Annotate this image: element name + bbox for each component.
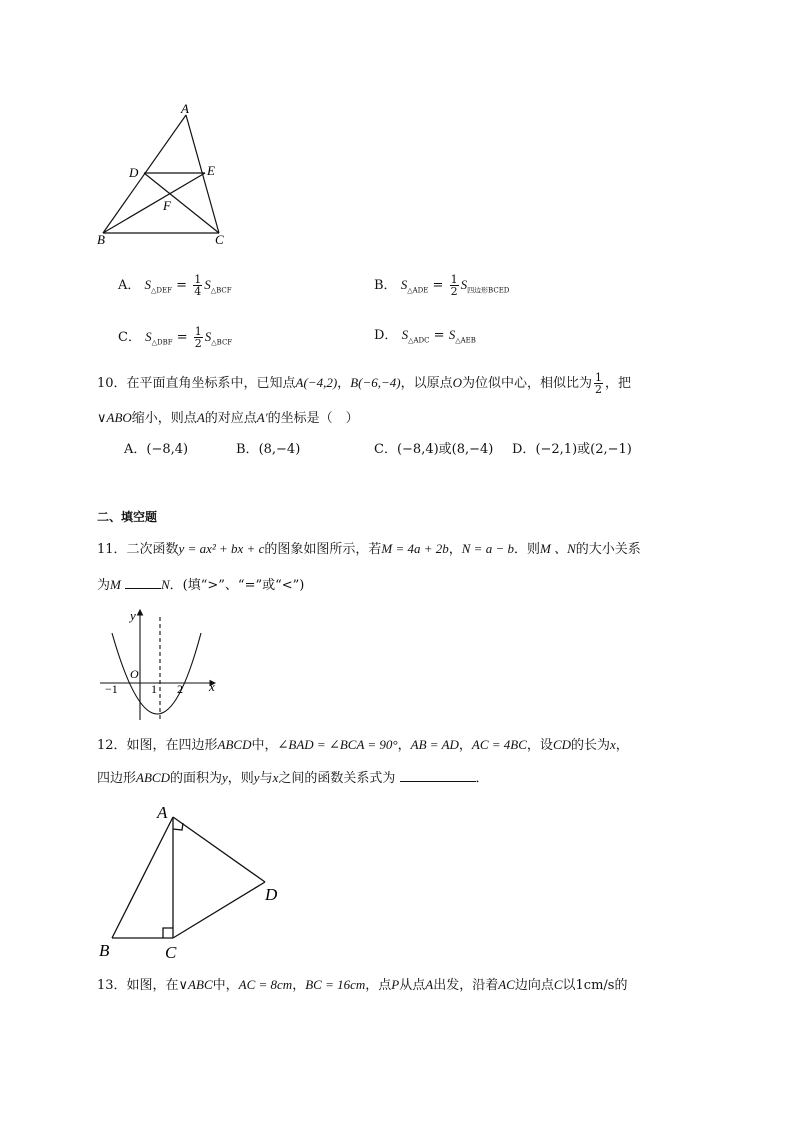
label-d: D	[129, 165, 139, 180]
tick-1: 1	[151, 682, 157, 696]
tick-2: 2	[177, 682, 183, 696]
label-c: C	[215, 232, 224, 247]
label-e: E	[207, 163, 215, 178]
q13-line-1: 13．如图，在∨ABC中，AC = 8cm，BC = 16cm，点P从点A出发，沿着AC边向点C以1cm/s的	[97, 977, 628, 993]
label-f: F	[163, 198, 171, 213]
q10-option-d[interactable]: D．(−2,1)或(2,−1)	[512, 442, 632, 457]
label-a: A	[157, 803, 168, 822]
answer-blank[interactable]	[400, 769, 476, 782]
label-a: A	[181, 101, 189, 116]
label-b: B	[97, 232, 105, 247]
triangle-figure-q9	[95, 100, 235, 250]
label-d: D	[265, 885, 278, 904]
parabola-graph-q11	[95, 605, 225, 725]
answer-blank[interactable]	[125, 576, 161, 589]
q12-line-1: 12．如图，在四边形ABCD中，∠BAD = ∠BCA = 90°，AB = AD，AC = 4BC，设CD的长为x，	[97, 737, 629, 753]
q9-option-a[interactable]: A． $S_{\triangle DEF}$ = $\frac{1}{4}$ $S_{\triangle BCF}$	[118, 273, 232, 298]
parabola-curve	[112, 633, 201, 714]
right-angle-mark-c	[163, 928, 173, 938]
right-angle-mark-a	[173, 823, 183, 830]
q10-option-a[interactable]: A．(−8,4)	[124, 442, 189, 457]
fraction: $\frac{1}{4}$	[194, 273, 202, 298]
q9-option-c[interactable]: C． $S_{\triangle DBF}$ = $\frac{1}{2}$ $S_{\triangle BCF}$	[118, 325, 233, 350]
label-o: O	[130, 667, 139, 681]
q11-line-2: 为M N．(填“>”、“=”或“<”)	[97, 577, 305, 593]
q10-line-1: 10．在平面直角坐标系中，已知点A(−4,2)，B(−6,−4)，以原点O为位似中心，相似比为 $\frac{1}{2}$ ，把	[97, 371, 632, 396]
tick-minus-1: −1	[105, 682, 118, 696]
ratio-fraction: $\frac{1}{2}$	[595, 371, 603, 396]
side-ab	[112, 817, 173, 938]
section-title: 二、填空题	[97, 510, 158, 524]
side-cd	[173, 882, 265, 938]
q10-line-2: ∨ABO缩小，则点A的对应点A′的坐标是（ ）	[97, 410, 359, 426]
label-y: y	[130, 608, 136, 623]
segment-dc	[144, 173, 219, 233]
q9-option-b[interactable]: B． $S_{\triangle ADE}$ = $\frac{1}{2}$ $S_{四边形BCED}$	[374, 273, 510, 298]
quadrilateral-figure-q12	[95, 800, 295, 970]
q12-line-2: 四边形ABCD的面积为y，则y与x之间的函数关系式为 ．	[97, 770, 489, 786]
q10-option-c[interactable]: C．(−8,4)或(8,−4)	[374, 442, 494, 457]
q11-line-1: 11．二次函数y = ax² + bx + c的图象如图所示，若M = 4a + 2b，N = a − b．则M 、N的大小关系	[97, 541, 641, 557]
label-c: C	[165, 943, 177, 962]
side-ad	[173, 817, 265, 882]
label-b: B	[99, 941, 110, 960]
fraction: $\frac{1}{2}$	[194, 325, 202, 350]
fraction: $\frac{1}{2}$	[450, 273, 458, 298]
q10-option-b[interactable]: B．(8,−4)	[236, 442, 301, 457]
q9-option-d[interactable]: D． $S_{\triangle ADC} = S_{\triangle AEB}$	[374, 327, 476, 345]
label-x: x	[209, 679, 215, 694]
segment-eb	[103, 173, 205, 233]
